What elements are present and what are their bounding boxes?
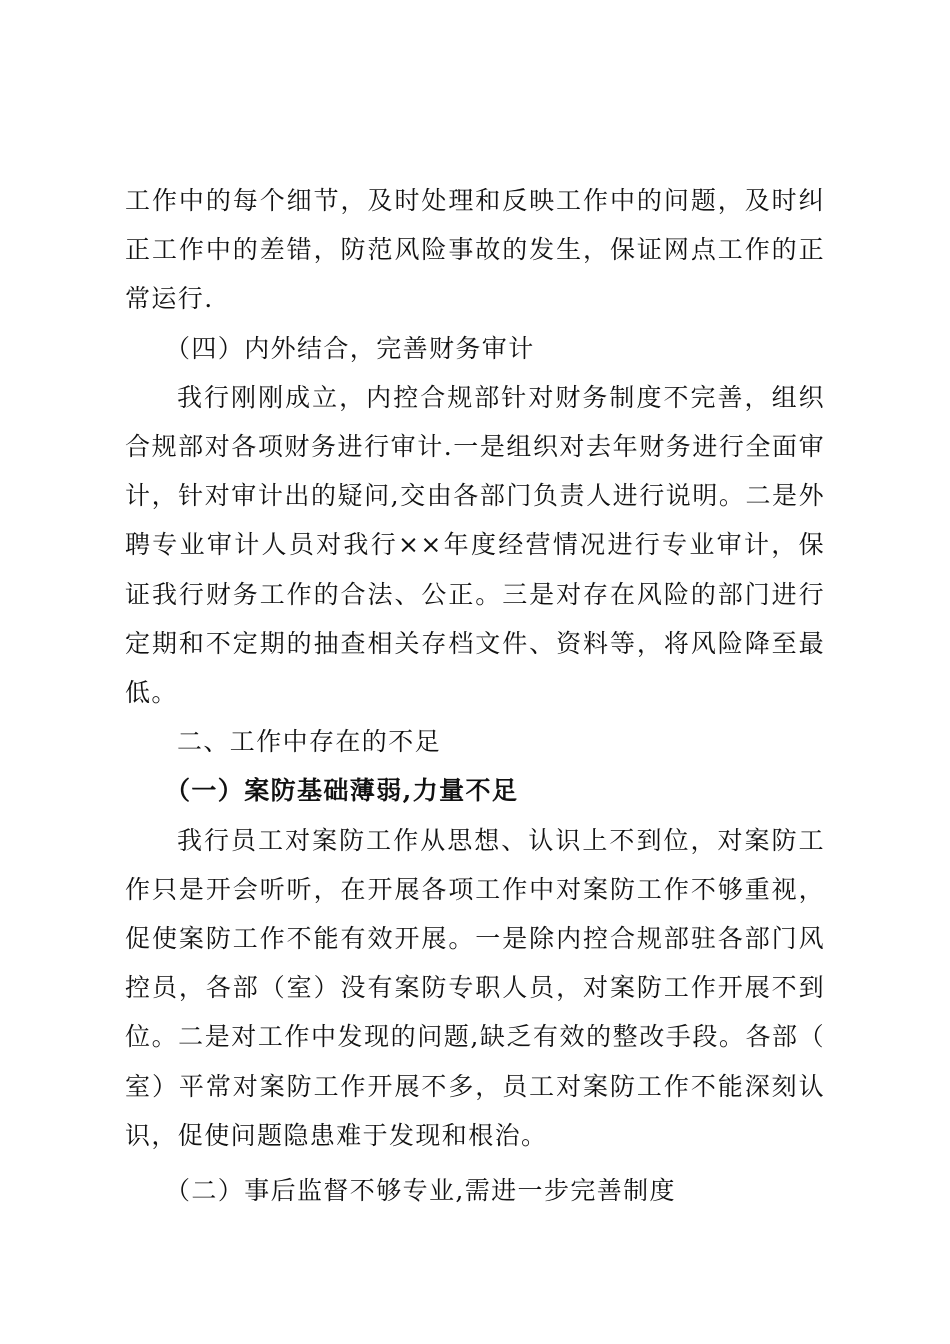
subheading-two: （二）事后监督不够专业,需进一步完善制度 — [165, 1176, 676, 1206]
section-heading-shortcomings: 二、工作中存在的不足 — [177, 727, 442, 757]
paragraph-financial-audit: 我行刚刚成立，内控合规部针对财务制度不完善，组织合规部对各项财务进行审计.一是组织对去年财务进行全面审计，针对审计出的疑问,交由各部门负责人进行说明。二是外聘专业审计人员对我行××年度经营情况进行专业审计，保证我行财务工作的合法、公正。三是对存在风险的部门进行定期和不定期的抽查相关存档文件、资料等，将风险降至最低。 — [125, 382, 825, 708]
paragraph-continuation: 工作中的每个细节，及时处理和反映工作中的问题，及时纠正工作中的差错，防范风险事故的发生，保证网点工作的正常运行. — [125, 186, 825, 314]
paragraph-case-prevention: 我行员工对案防工作从思想、认识上不到位，对案防工作只是开会听听，在开展各项工作中对案防工作不够重视，促使案防工作不能有效开展。一是除内控合规部驻各部门风控员，各部（室）没有案防专职人员，对案防工作开展不到位。二是对工作中发现的问题,缺乏有效的整改手段。各部（室）平常对案防工作开展不多，员工对案防工作不能深刻认识，促使问题隐患难于发现和根治。 — [125, 825, 825, 1150]
subheading-four: （四）内外结合，完善财务审计 — [165, 333, 535, 363]
document-body — [125, 176, 825, 1215]
subheading-one: （一）案防基础薄弱,力量不足 — [165, 776, 519, 806]
